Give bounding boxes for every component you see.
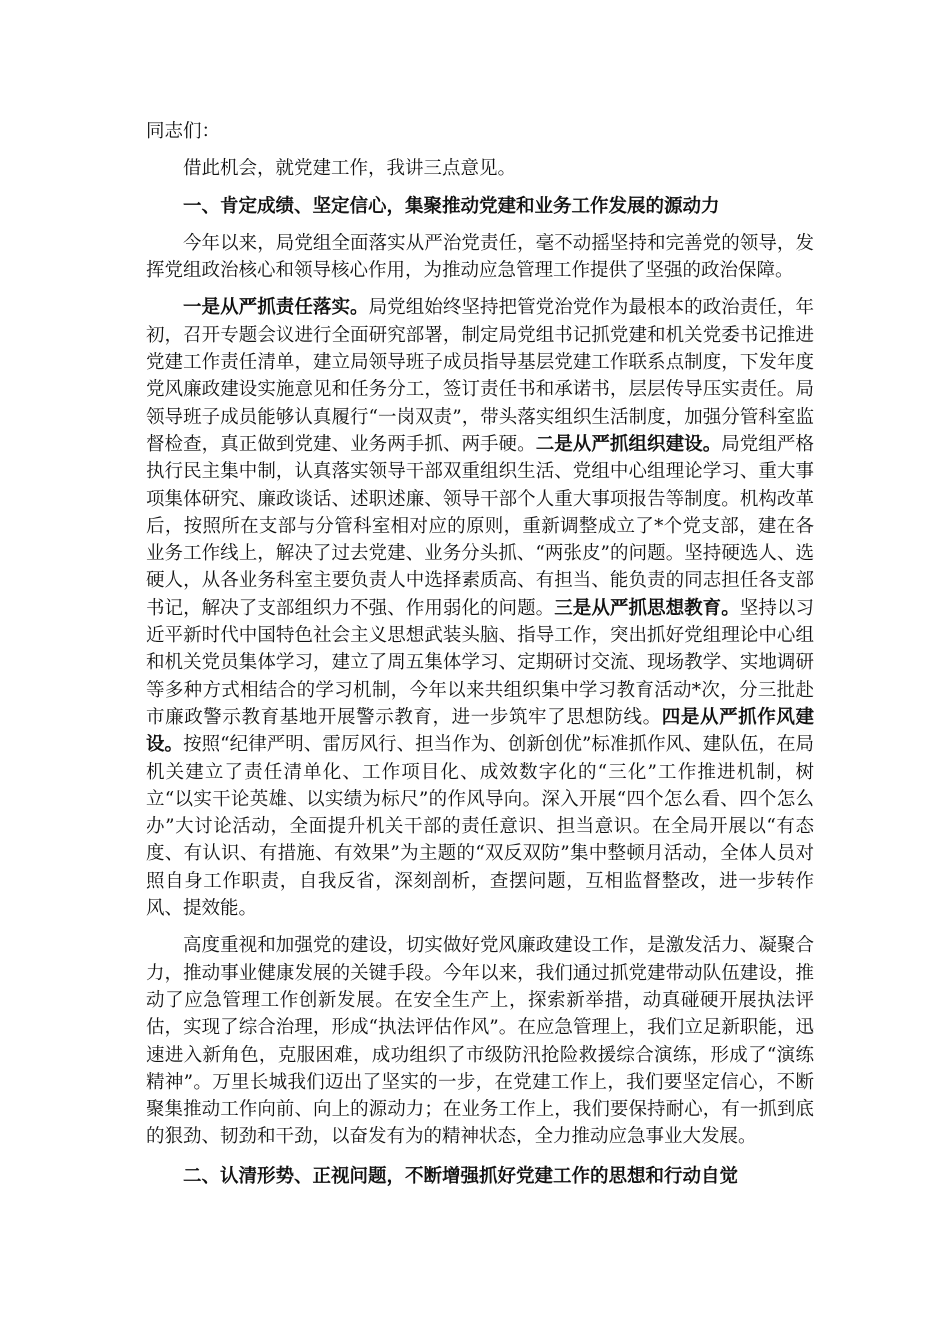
section-heading-2: 二、认清形势、正视问题，不断增强抓好党建工作的思想和行动自觉 [183,1165,739,1187]
intro-paragraph: 借此机会，就党建工作，我讲三点意见。 [183,158,517,180]
point-3-text: 坚持以习近平新时代中国特色社会主义思想武装头脑、指导工作，突出抓好党组理论中心组和机关党员集体学习，建立了周五集体学习、定期研讨交流、现场教学、实地调研等多种方式相结合的学习机制，今年以来共组织集中学习教育活动*次，分三批赴市廉政警示教育基地开展警示教育，进一步筑牢了思想防线。 [146,597,814,728]
point-1-title: 一是从严抓责任落实。 [183,297,369,319]
point-2-title: 二是从严抓组织建设。 [535,433,722,455]
point-4-text: 按照“纪律严明、雷厉风行、担当作为、创新创优”标准抓作风、建队伍，在局机关建立了责任清单化、工作项目化、成效数字化的“三化”工作推进机制，树立“以实干论英雄、以实绩为标尺”的作风导向。深入开展“四个怎么看、四个怎么办”大讨论活动，全面提升机关干部的责任意识、担当意识。在全局开展以“有态度、有认识、有措施、有效果”为主题的“双反双防”集中整顿月活动，全体人员对照自身工作职责，自我反省，深刻剖析，查摆问题，互相监督整改，进一步转作风、提效能。 [146,734,814,920]
point-3-title: 三是从严抓思想教育。 [554,597,740,619]
paragraph-overview: 今年以来，局党组全面落实从严治党责任，毫不动摇坚持和完善党的领导，发挥党组政治核心和领导核心作用，为推动应急管理工作提供了坚强的政治保障。 [146,232,814,282]
section-heading-1: 一、肯定成绩、坚定信心，集聚推动党建和业务工作发展的源动力 [183,195,720,217]
document-page [146,118,814,1190]
point-1-text: 局党组始终坚持把管党治党作为最根本的政治责任，年初，召开专题会议进行全面研究部署，制定局党组书记抓党建和机关党委书记推进党建工作责任清单，建立局领导班子成员指导基层党建工作联系点制度，下发年度党风廉政建设实施意见和任务分工，签订责任书和承诺书，层层传导压实责任。局领导班子成员能够认真履行“一岗双责”，带头落实组织生活制度，加强分管科室监督检查，真正做到党建、业务两手抓、两手硬。 [146,297,814,455]
point-4-title: 四是从严抓作风建设。 [146,706,814,756]
paragraph-key-points [146,294,814,922]
salutation: 同志们： [146,121,221,142]
point-2-text: 局党组严格执行民主集中制，认真落实领导干部双重组织生活、党组中心组理论学习、重大事项集体研究、廉政谈话、述职述廉、领导干部个人重大事项报告等制度。机构改革后，按照所在支部与分管科室相对应的原则，重新调整成立了*个党支部，建在各业务工作线上，解决了过去党建、业务分头抓、“两张皮”的问题。坚持硬选人、选硬人，从各业务科室主要负责人中选择素质高、有担当、能负责的同志担任各支部书记，解决了支部组织力不强、作用弱化的问题。 [146,433,814,619]
paragraph-summary: 高度重视和加强党的建设，切实做好党风廉政建设工作，是激发活力、凝聚合力，推动事业健康发展的关键手段。今年以来，我们通过抓党建带动队伍建设，推动了应急管理工作创新发展。在安全生产上，探索新举措，动真碰硬开展执法评估，实现了综合治理，形成“执法评估作风”。在应急管理上，我们立足新职能，迅速进入新角色，克服困难，成功组织了市级防汛抢险救援综合演练，形成了“演练精神”。万里长城我们迈出了坚实的一步，在党建工作上，我们要坚定信心，不断聚集推动工作向前、向上的源动力；在业务工作上，我们要保持耐心，有一抓到底的狠劲、韧劲和干劲，以奋发有为的精神状态，全力推动应急事业大发展。 [146,935,814,1148]
